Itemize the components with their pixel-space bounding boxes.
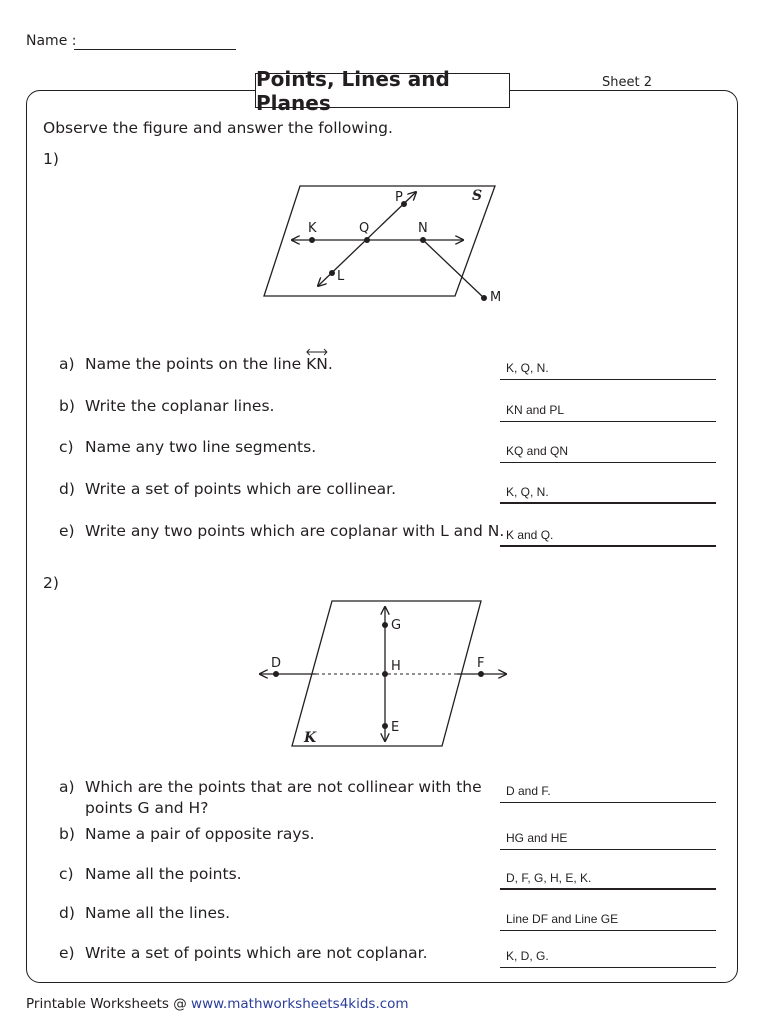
p1-question-b: b) Write the coplanar lines. [59, 397, 275, 415]
p1-answer-b[interactable]: KN and PL [500, 402, 716, 422]
ray-nm [423, 240, 484, 298]
p2-answer-d[interactable]: Line DF and Line GE [500, 911, 716, 931]
p2-answer-c[interactable]: D, F, G, H, E, K. [500, 870, 716, 890]
point-e [382, 723, 388, 729]
p2-answer-e[interactable]: K, D, G. [500, 948, 716, 968]
label-q: Q [359, 221, 370, 236]
point-l [329, 270, 335, 276]
p1-answer-c[interactable]: KQ and QN [500, 443, 716, 463]
p2-question-a: a) Which are the points that are not collinear with the [59, 778, 482, 796]
label-d: D [271, 656, 282, 671]
p2-question-b: b) Name a pair of opposite rays. [59, 825, 315, 843]
plane-k-label: K [304, 730, 317, 746]
figure-2 [250, 595, 515, 755]
point-g [382, 622, 388, 628]
label-n: N [418, 221, 428, 236]
p1-question-e: e) Write any two points which are coplanar with L and N. [59, 522, 505, 540]
label-g: G [391, 618, 402, 633]
point-k [309, 237, 315, 243]
label-l: L [337, 269, 345, 284]
point-d [273, 671, 279, 677]
figure-1 [250, 180, 510, 310]
line-overline-icon [306, 348, 328, 356]
instruction-text: Observe the figure and answer the following. [43, 119, 393, 137]
name-input-line[interactable] [74, 49, 236, 50]
p2-answer-a[interactable]: D and F. [500, 783, 716, 803]
label-m: M [490, 290, 502, 305]
p1-question-d: d) Write a set of points which are collinear. [59, 480, 397, 498]
footer-link[interactable]: www.mathworksheets4kids.com [191, 996, 409, 1012]
point-f [478, 671, 484, 677]
name-label: Name : [26, 33, 77, 49]
plane-s-label: S [472, 188, 483, 204]
sheet-label: Sheet 2 [602, 75, 652, 90]
point-h [382, 671, 388, 677]
p1-answer-d[interactable]: K, Q, N. [500, 484, 716, 504]
p1-question-c: c) Name any two line segments. [59, 438, 317, 456]
footer-label: Printable Worksheets @ [26, 996, 192, 1012]
p2-question-a-cont: points G and H? [85, 799, 209, 817]
point-n [420, 237, 426, 243]
label-p: P [395, 190, 403, 205]
p2-answer-b[interactable]: HG and HE [500, 830, 716, 850]
problem-1-number: 1) [43, 150, 59, 168]
footer [26, 996, 409, 1012]
p2-question-d: d) Name all the lines. [59, 904, 231, 922]
worksheet-title: Points, Lines and Planes [255, 73, 510, 108]
point-q [364, 237, 370, 243]
p1-answer-a[interactable]: K, Q, N. [500, 360, 716, 380]
p2-question-c: c) Name all the points. [59, 865, 242, 883]
point-m [481, 295, 487, 301]
label-e: E [391, 720, 400, 735]
p2-question-e: e) Write a set of points which are not coplanar. [59, 944, 428, 962]
label-h: H [391, 659, 401, 674]
label-f: F [477, 656, 485, 671]
p1-question-a: a) Name the points on the line KN. [59, 355, 333, 373]
problem-2-number: 2) [43, 574, 59, 592]
plane-s [264, 186, 495, 296]
label-k: K [308, 221, 317, 236]
p1-answer-e[interactable]: K and Q. [500, 527, 716, 547]
